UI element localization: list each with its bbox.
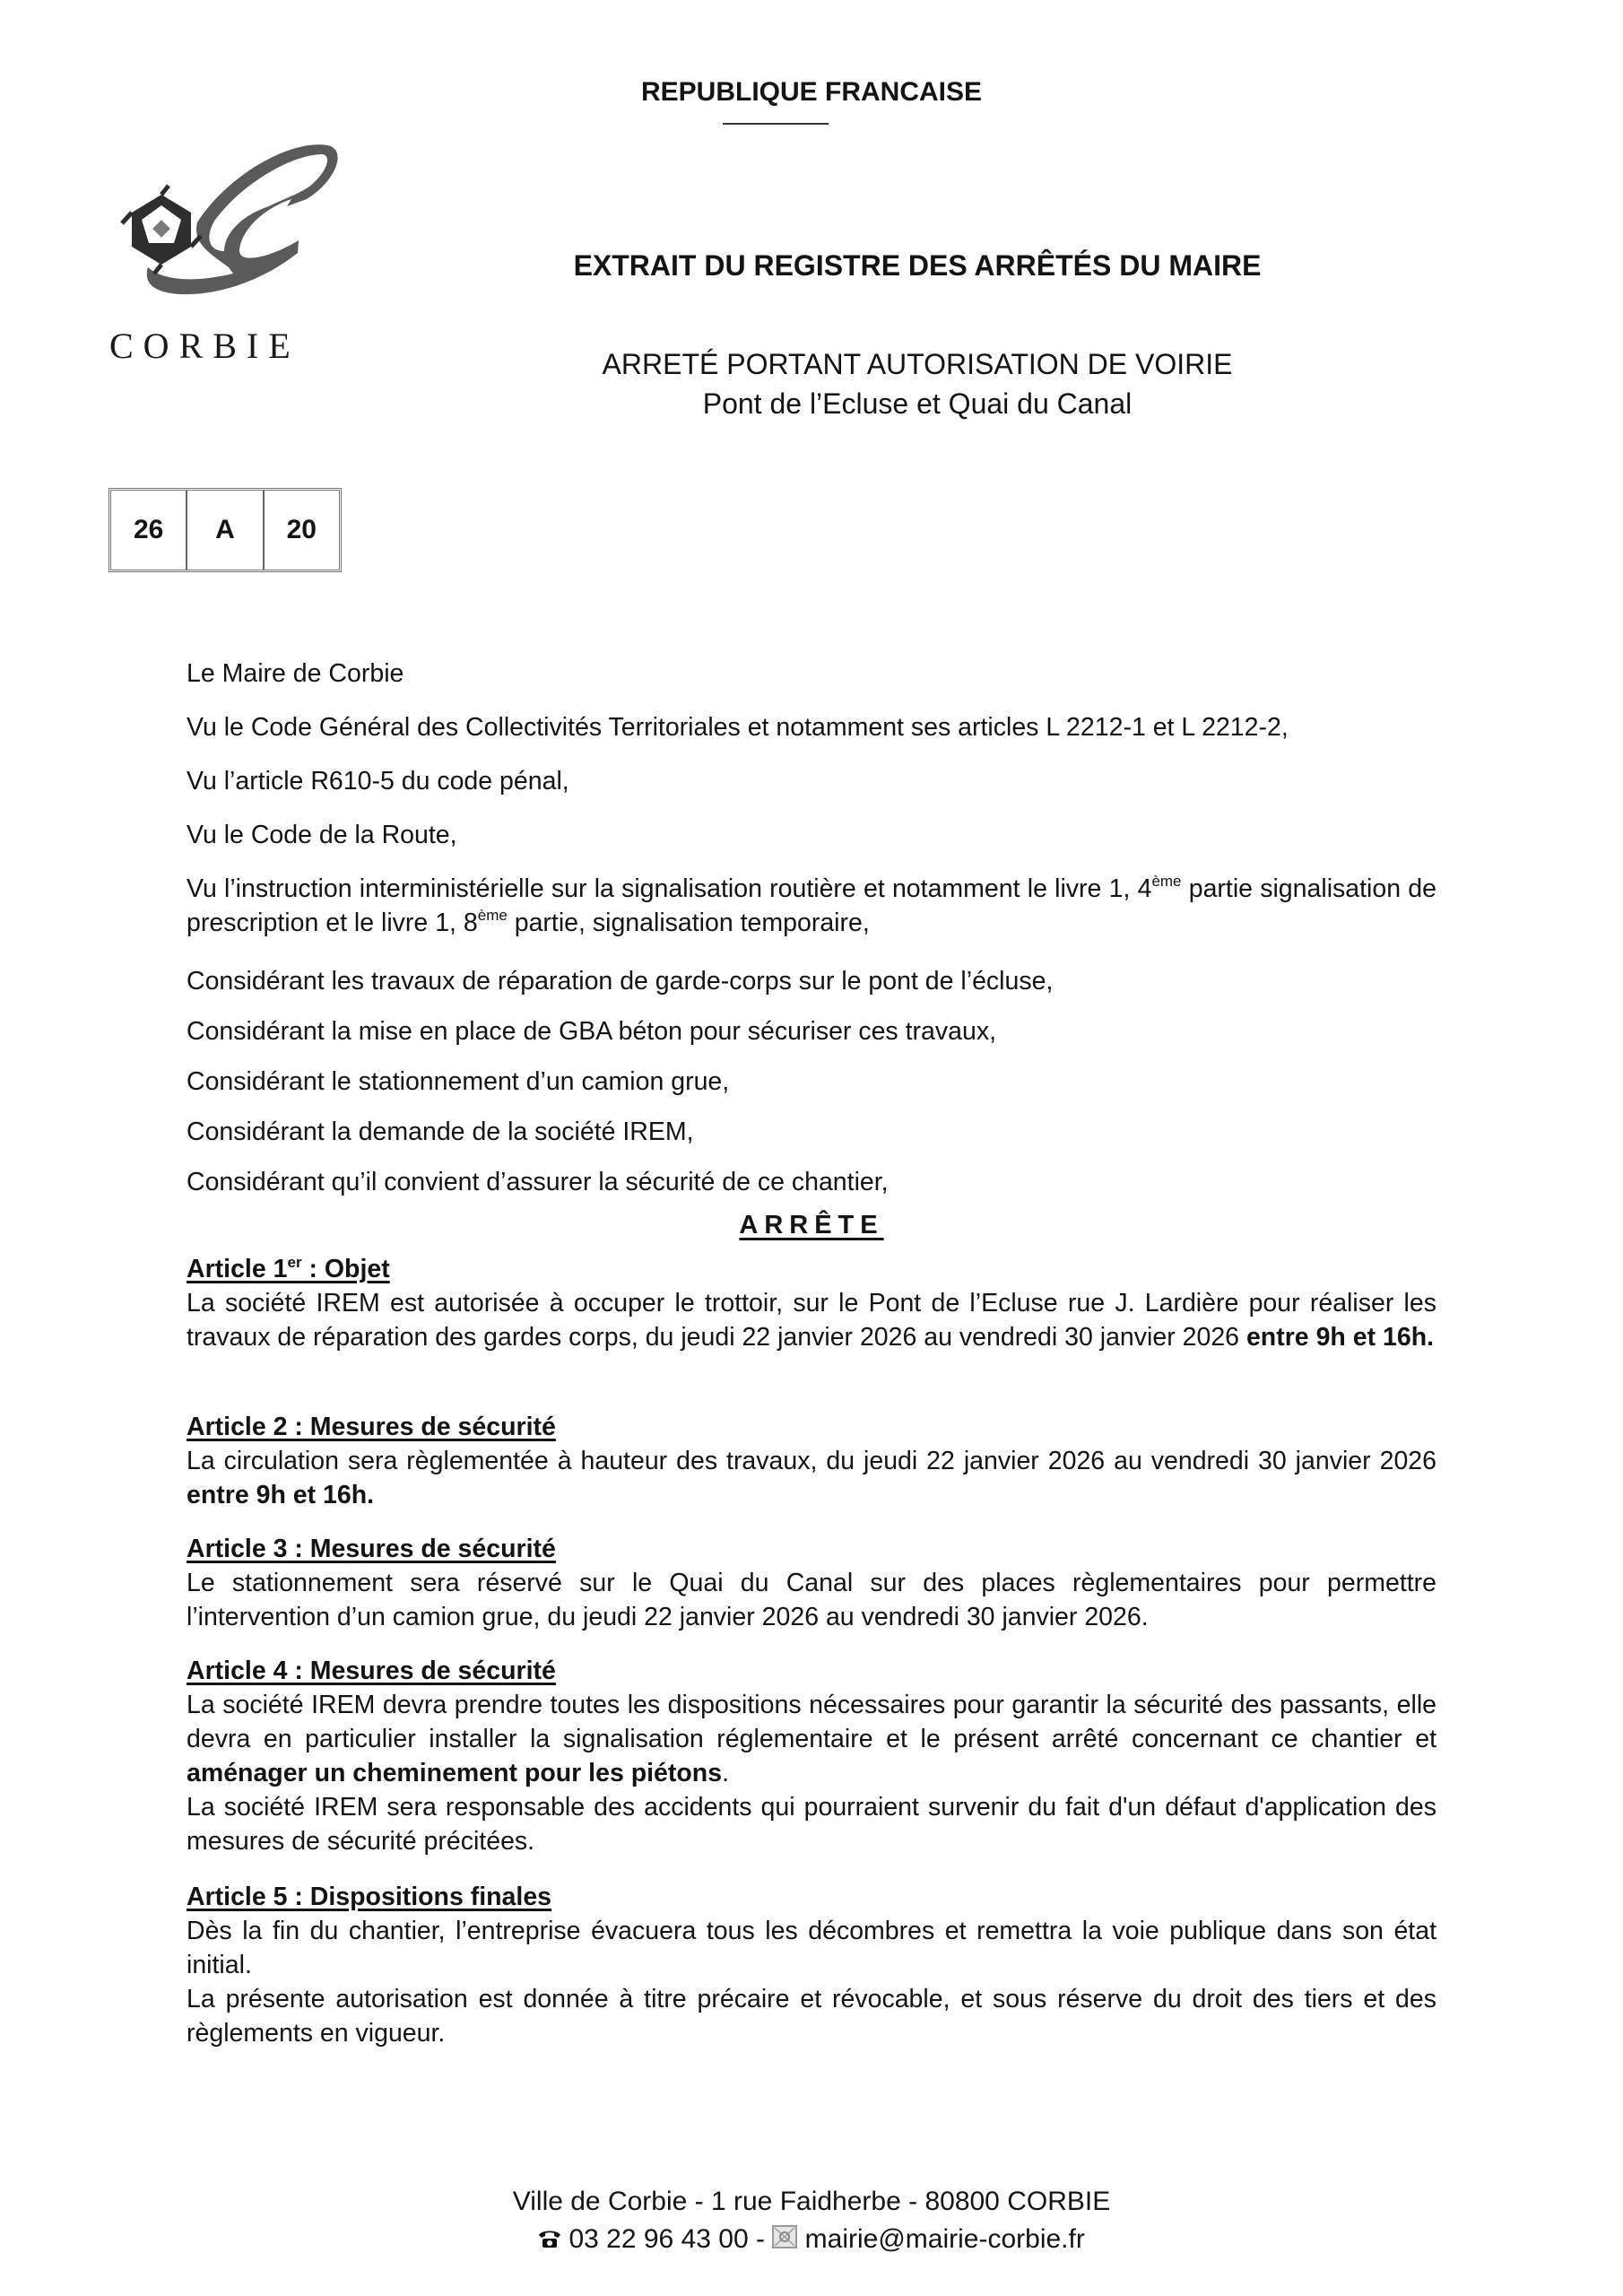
register-number-cell: 26: [111, 491, 187, 570]
corbie-wordmark: CORBIE: [109, 326, 300, 366]
register-number-cell: 20: [286, 515, 317, 544]
article-title: Article 4 : Mesures de sécurité: [187, 1657, 556, 1685]
email-icon: [772, 2225, 797, 2256]
considerant-clause: Considérant la demande de la société IREM,: [187, 1118, 694, 1146]
article-2: [187, 1410, 1436, 1512]
article-title: Article 1er : Objet: [187, 1254, 390, 1283]
register-number-box: [108, 488, 342, 572]
arrete-heading: ARRÊTE: [739, 1211, 884, 1239]
footer-address: Ville de Corbie - 1 rue Faidherbe - 80800 CORBIE: [512, 2187, 1111, 2216]
arrete-subtitle: Pont de l’Ecluse et Quai du Canal: [702, 387, 1133, 420]
email-link[interactable]: mairie@mairie-corbie.fr: [804, 2224, 1085, 2254]
article-title: Article 5 : Dispositions finales: [187, 1883, 552, 1911]
article-1: [187, 1252, 1436, 1354]
article-text: La société IREM est autorisée à occuper le trottoir, sur le Pont de l’Ecluse rue J. Lardière pour réaliser les travaux de réparation des gardes corps, du jeudi 22 janvier 2026 au vendredi 30 janvier 2026 entre 9h et 16h.: [187, 1289, 1436, 1352]
article-5: [187, 1880, 1436, 2050]
article-title: Article 3 : Mesures de sécurité: [187, 1535, 556, 1563]
considerant-clause: Considérant le stationnement d’un camion grue,: [187, 1067, 730, 1096]
article-title: Article 2 : Mesures de sécurité: [187, 1413, 556, 1441]
considerant-clause: Considérant qu’il convient d’assurer la sécurité de ce chantier,: [187, 1168, 889, 1196]
vu-clause: Vu le Code Général des Collectivités Territoriales et notamment ses articles L 2212-1 et L 2212-2,: [187, 713, 1289, 742]
article-text: La société IREM devra prendre toutes les dispositions nécessaires pour garantir la sécurité des passants, elle devra en particulier installer la signalisation réglementaire et le présent arrêté concernant ce chantier et aménager un cheminement pour les piétons.: [187, 1691, 1436, 1787]
considerant-clause: Considérant la mise en place de GBA béton pour sécuriser ces travaux,: [187, 1017, 996, 1046]
article-text: La circulation sera règlementée à hauteur des travaux, du jeudi 22 janvier 2026 au vendredi 30 janvier 2026 entre 9h et 16h.: [187, 1447, 1436, 1509]
article-3: [187, 1532, 1436, 1634]
republique-francaise-heading: REPUBLIQUE FRANCAISE: [640, 77, 983, 107]
vu-clause: Vu l’article R610-5 du code pénal,: [187, 767, 569, 796]
arrete-title: ARRETÉ PORTANT AUTORISATION DE VOIRIE: [602, 348, 1233, 380]
article-4: [187, 1654, 1436, 1858]
phone-icon: [538, 2225, 561, 2256]
phone-number: 03 22 96 43 00: [568, 2224, 749, 2254]
article-text: Dès la fin du chantier, l’entreprise évacuera tous les décombres et remettra la voie publique dans son état initial.: [187, 1917, 1436, 1979]
register-number-cell: A: [187, 491, 264, 570]
heading-rule: [723, 123, 829, 125]
article-text: La société IREM sera responsable des accidents qui pourraient survenir du fait d'un défaut d'application des mesures de sécurité précitées.: [187, 1793, 1436, 1856]
article-text: La présente autorisation est donnée à titre précaire et révocable, et sous réserve du droit des tiers et des règlements en vigueur.: [187, 1985, 1436, 2048]
preamble-intro: Le Maire de Corbie: [187, 659, 404, 688]
footer-contact: 03 22 96 43 00 - mairie@mairie-corbie.fr: [0, 2224, 1623, 2256]
vu-instruction-clause: Vu l’instruction interministérielle sur la signalisation routière et notamment le livre 1, 4ème partie signalisation de prescription et le livre 1, 8ème partie, signalisation temporaire,: [187, 873, 1436, 937]
article-text: Le stationnement sera réservé sur le Quai du Canal sur des places règlementaires pour permettre l’intervention d’un camion grue, du jeudi 22 janvier 2026 au vendredi 30 janvier 2026.: [187, 1569, 1436, 1631]
vu-clause: Vu le Code de la Route,: [187, 821, 457, 849]
document-title: EXTRAIT DU REGISTRE DES ARRÊTÉS DU MAIRE: [573, 249, 1262, 282]
considerant-clause: Considérant les travaux de réparation de garde-corps sur le pont de l’écluse,: [187, 967, 1054, 996]
